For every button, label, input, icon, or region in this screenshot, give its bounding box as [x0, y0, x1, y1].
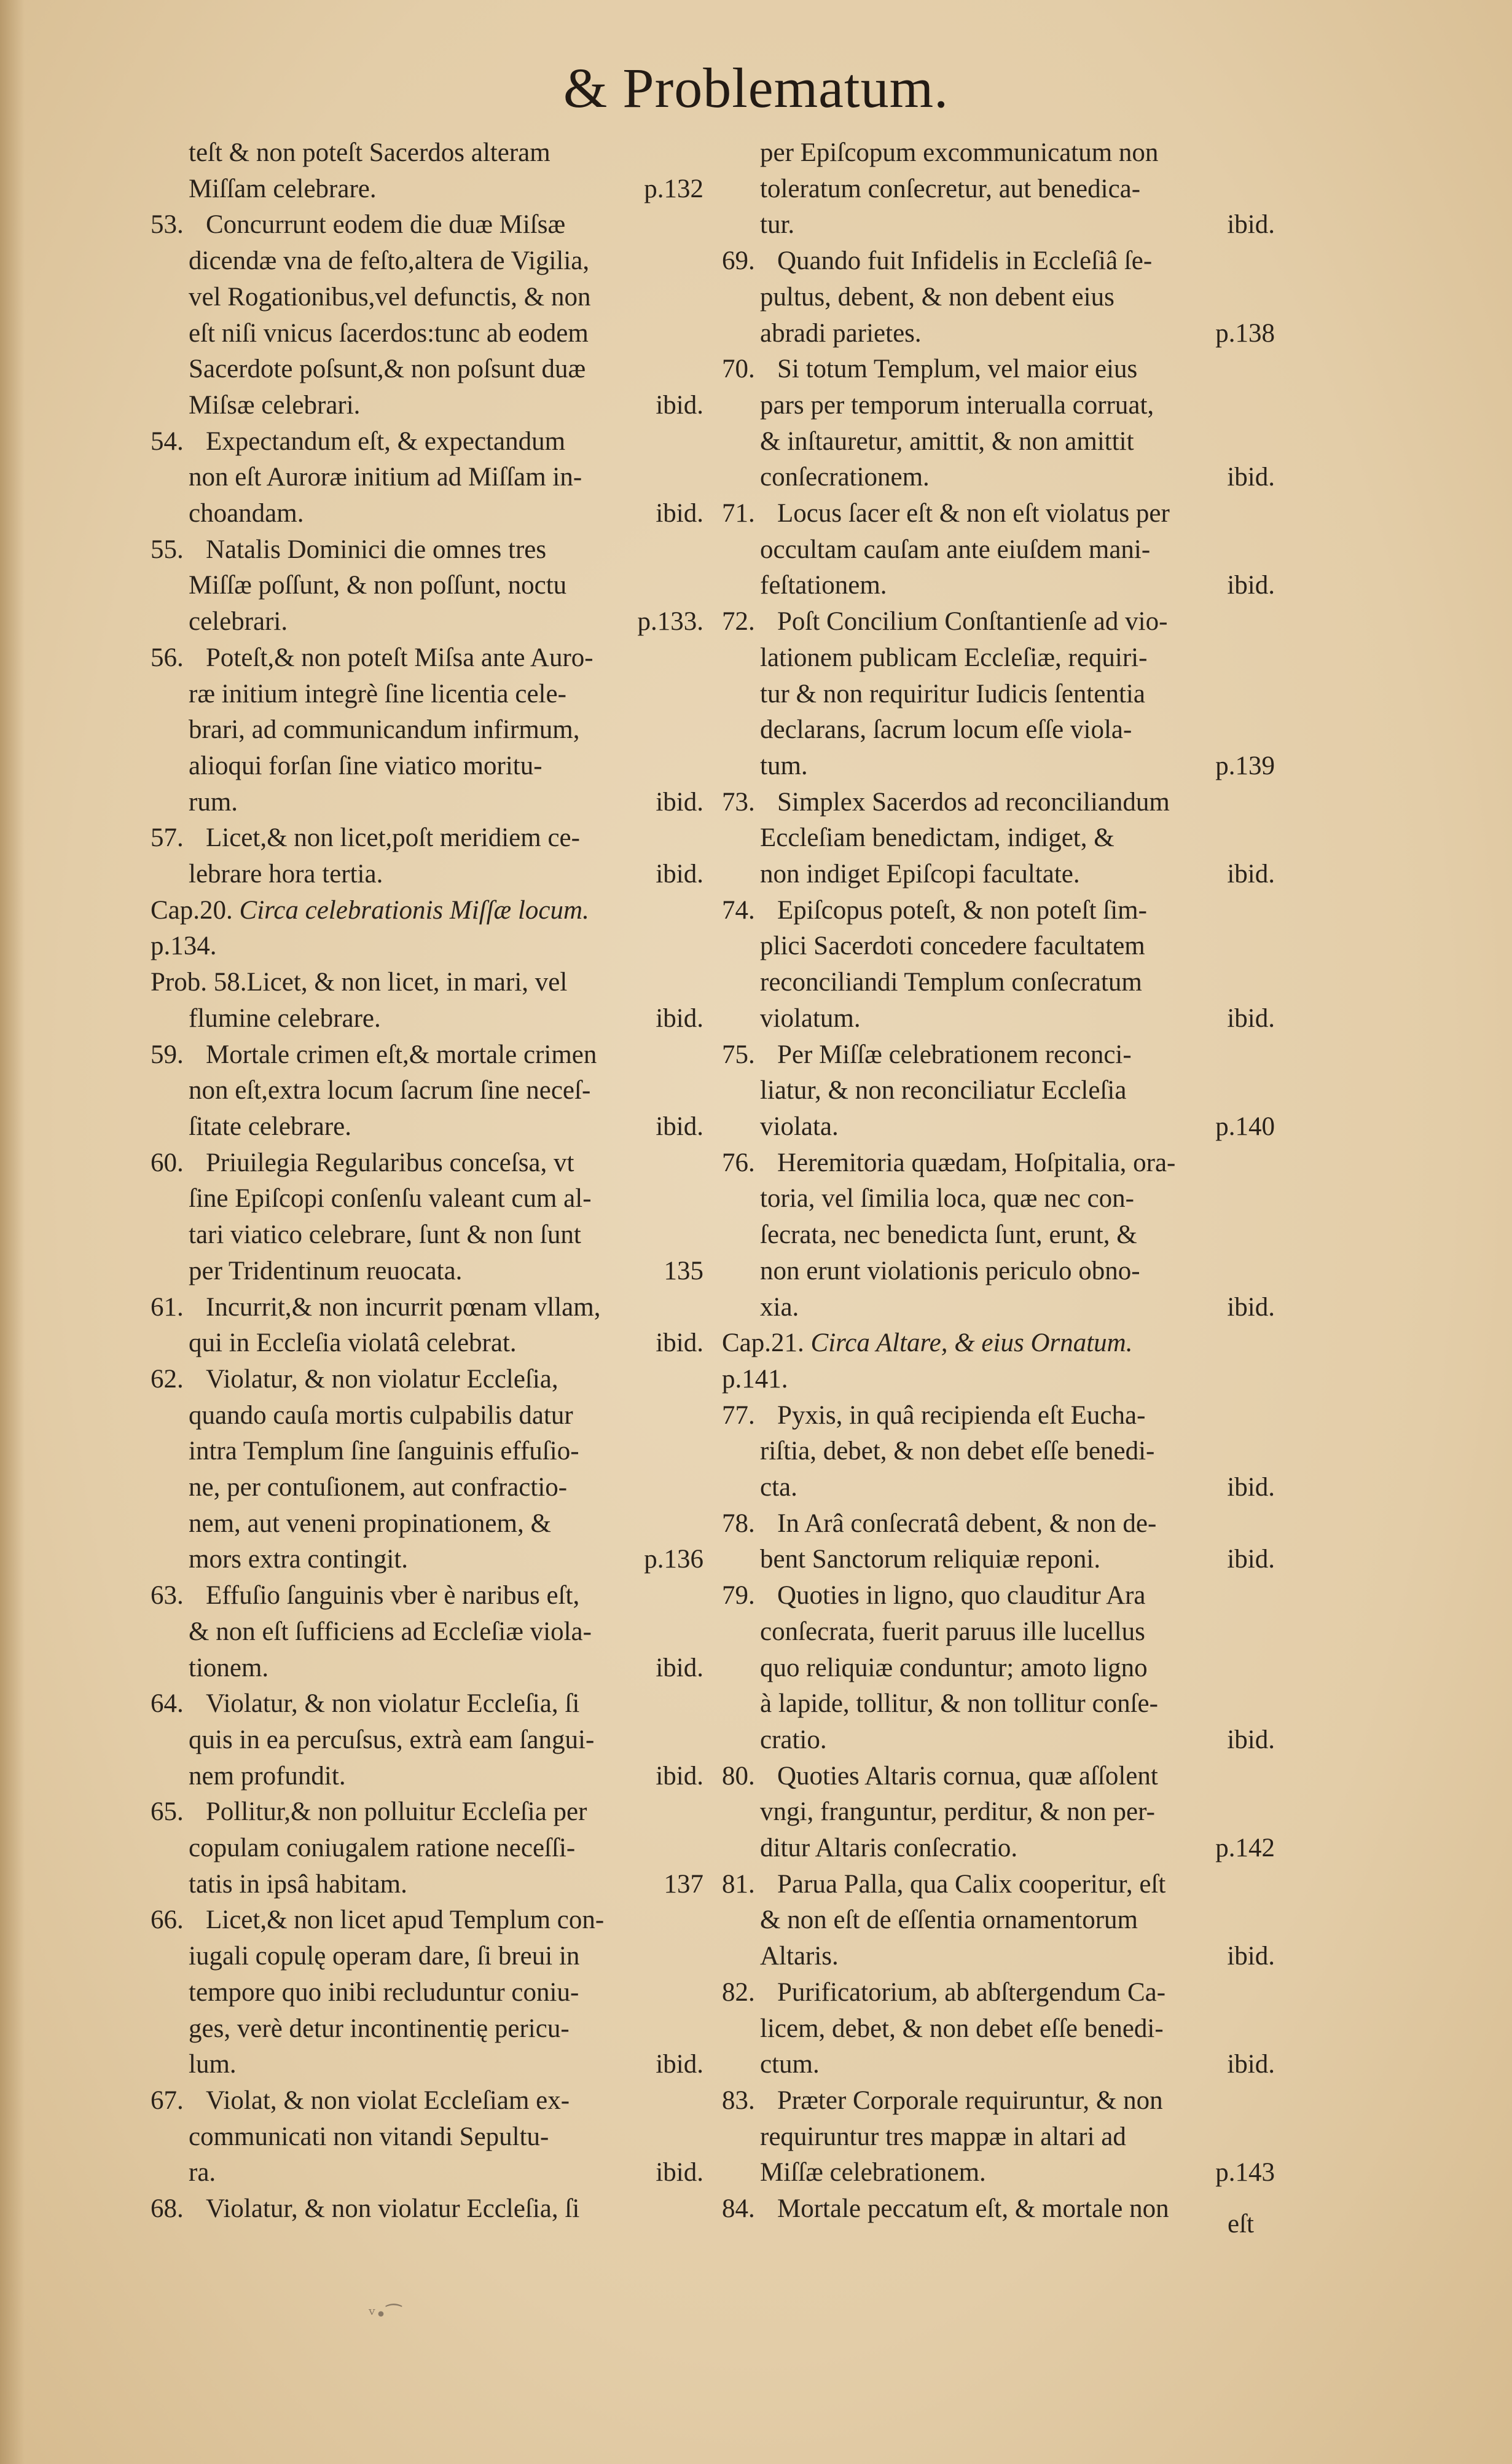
problem-number: 80.: [722, 1761, 755, 1791]
problem-number: 53.: [151, 210, 184, 240]
entry-text-line: licem, debet, & non debet eſſe benedi-: [760, 2014, 1164, 2043]
entry-text-line: toria, vel ſimilia loca, quæ nec con-: [760, 1184, 1134, 1214]
page-reference: ibid.: [1227, 571, 1275, 600]
problem-number: 59.: [151, 1040, 184, 1069]
problem-number: 79.: [722, 1581, 755, 1611]
entry-text-line: Priuilegia Regularibus conceſsa, vt: [206, 1148, 574, 1177]
page-reference: ibid.: [656, 787, 703, 817]
problem-number: 54.: [151, 426, 184, 456]
entry-text-line: Miſſam celebrare.: [189, 174, 377, 203]
entry-text-line: Violatur, & non violatur Eccleſia, ſi: [206, 2194, 580, 2224]
page-reference: ibid.: [1227, 1942, 1275, 1971]
problem-number: Prob. 58.: [151, 968, 247, 997]
entry-text-line: quis in ea percuſsus, extrà eam ſangui-: [189, 1725, 595, 1754]
entry-text-line: Violatur, & non violatur Eccleſia, ſi: [206, 1689, 580, 1719]
entry-text-line: lebrare hora tertia.: [189, 860, 383, 889]
entry-text-line: ges, verè detur incontinentię pericu-: [189, 2014, 570, 2043]
entry-text-line: & non eſt ſufficiens ad Eccleſiæ viola-: [189, 1617, 592, 1646]
page-reference: p.136: [644, 1545, 703, 1574]
page-reference: ibid.: [1227, 860, 1275, 889]
entry-text-line: mors extra contingit.: [189, 1545, 409, 1574]
entry-text-line: ctum.: [760, 2050, 820, 2079]
index-entry: [722, 2191, 1275, 2227]
page-reference: ibid.: [1227, 1473, 1275, 1502]
entry-text-line: occultam cauſam ante eiuſdem mani-: [760, 535, 1151, 564]
problem-number: 84.: [722, 2194, 755, 2224]
entry-text-line: requiruntur tres mappæ in altari ad: [760, 2122, 1126, 2151]
entry-text-line: Mortale crimen eſt,& mortale crimen: [206, 1040, 597, 1069]
entry-text-line: brari, ad communicandum infirmum,: [189, 715, 580, 745]
entry-text-line: Concurrunt eodem die duæ Miſsæ: [206, 210, 566, 240]
index-entry: [722, 243, 1275, 351]
entry-text-line: communicati non vitandi Sepultu-: [189, 2122, 549, 2151]
page-reference: ibid.: [1227, 463, 1275, 492]
entry-text-line: Natalis Dominici die omnes tres: [206, 535, 547, 564]
entry-text-line: Pyxis, in quâ recipienda eſt Eucha-: [777, 1400, 1146, 1430]
page-reference: ibid.: [656, 2158, 703, 2187]
entry-text-line: non eſt,extra locum ſacrum ſine neceſ-: [189, 1076, 591, 1105]
problem-number: 69.: [722, 246, 755, 276]
index-entry: [151, 965, 703, 1037]
entry-text-line: feſtationem.: [760, 571, 887, 600]
entry-text-line: conſecrata, fuerit paruus ille lucellus: [760, 1617, 1145, 1646]
page-reference: p.142: [1215, 1834, 1275, 1863]
entry-text-line: Licet,& non licet apud Templum con-: [206, 1905, 605, 1935]
page-reference: ibid.: [656, 860, 703, 889]
index-entry: [722, 1145, 1275, 1326]
page-reference: ibid.: [656, 1003, 703, 1033]
index-entry: [722, 1578, 1275, 1759]
problem-number: 63.: [151, 1581, 184, 1611]
entry-text-line: violata.: [760, 1112, 839, 1141]
entry-text-line: Simplex Sacerdos ad reconciliandum: [777, 787, 1170, 817]
entry-text-line: Quando fuit Infidelis in Eccleſiâ ſe-: [777, 246, 1153, 276]
chapter-topic: Circa Altare, & eius Ornatum.: [810, 1328, 1133, 1358]
entry-text-line: ne, per contuſionem, aut confractio-: [189, 1473, 568, 1502]
entry-text-line: ræ initium integrè ſine licentia cele-: [189, 679, 566, 708]
entry-text-line: non indiget Epiſcopi facultate.: [760, 860, 1080, 889]
index-entry: [722, 1398, 1275, 1506]
entry-text-line: tari viatico celebrare, ſunt & non ſunt: [189, 1220, 581, 1250]
entry-text-line: intra Templum ſine ſanguinis effuſio-: [189, 1437, 579, 1466]
entry-text-line: nem, aut veneni propinationem, &: [189, 1509, 551, 1538]
page-reference: ibid.: [656, 1653, 703, 1682]
entry-text-line: Poſt Concilium Conſtantienſe ad vio-: [777, 607, 1168, 637]
problem-number: 66.: [151, 1905, 184, 1935]
index-entry: [151, 1290, 703, 1362]
chapter-label: Cap.20.: [151, 895, 233, 925]
entry-text-line: ditur Altaris conſecratio.: [760, 1834, 1018, 1863]
index-entry: [722, 135, 1275, 243]
page-reference: ibid.: [1227, 1725, 1275, 1754]
ink-smudge: ᵛ•⁀: [369, 2304, 401, 2326]
index-entry: [151, 1578, 703, 1686]
page-reference: ibid.: [1227, 1292, 1275, 1322]
problem-number: 62.: [151, 1364, 184, 1394]
entry-text-line: à lapide, tollitur, & non tollitur conſe-: [760, 1689, 1158, 1719]
entry-text-line: Effuſio ſanguinis vber è naribus eſt,: [206, 1581, 580, 1611]
index-entry: [151, 1794, 703, 1902]
page-reference: p.133.: [637, 607, 703, 637]
entry-text-line: non erunt violationis periculo obno-: [760, 1256, 1140, 1285]
index-entry: [722, 2083, 1275, 2191]
entry-text-line: Altaris.: [760, 1942, 839, 1971]
entry-text-line: iugali copulę operam dare, ſi breui in: [189, 1942, 580, 1971]
index-entry: [722, 1759, 1275, 1867]
index-entry: [722, 785, 1275, 893]
index-entry: [722, 1037, 1275, 1145]
problem-number: 76.: [722, 1148, 755, 1177]
page-reference: p.139: [1215, 751, 1275, 780]
entry-text-line: Incurrit,& non incurrit pœnam vllam,: [206, 1292, 601, 1322]
problem-number: 70.: [722, 355, 755, 384]
page-reference: ibid.: [656, 1112, 703, 1141]
problem-number: 77.: [722, 1400, 755, 1430]
index-entry: [151, 640, 703, 821]
index-entry: [722, 893, 1275, 1037]
entry-text-line: lationem publicam Eccleſiæ, requiri-: [760, 643, 1148, 672]
index-entry: [722, 1506, 1275, 1578]
index-entry: [151, 135, 703, 207]
entry-text-line: & inſtauretur, amittit, & non amittit: [760, 426, 1134, 456]
right-column: [722, 135, 1275, 2227]
entry-text-line: vel Rogationibus,vel defunctis, & non: [189, 282, 591, 312]
page-reference: p.132: [644, 174, 703, 203]
entry-text-line: reconciliandi Templum conſecratum: [760, 968, 1142, 997]
entry-text-line: Purificatorium, ab abſtergendum Ca-: [777, 1977, 1166, 2007]
entry-text-line: Pollitur,& non polluitur Eccleſia per: [206, 1797, 587, 1827]
problem-number: 74.: [722, 895, 755, 925]
problem-number: 75.: [722, 1040, 755, 1069]
problem-number: 72.: [722, 607, 755, 637]
entry-text-line: Miſsæ celebrari.: [189, 390, 361, 420]
entry-text-line: declarans, ſacrum locum eſſe viola-: [760, 715, 1132, 745]
page-reference: ibid.: [656, 1328, 703, 1358]
entry-text-line: per Epiſcopum excommunicatum non: [760, 138, 1159, 167]
running-header: & Problematum.: [563, 57, 949, 119]
problem-number: 83.: [722, 2085, 755, 2115]
entry-text-line: Epiſcopus poteſt, & non poteſt ſim-: [777, 895, 1147, 925]
page-reference: ibid.: [656, 390, 703, 420]
chapter-page-ref: p.141.: [722, 1364, 788, 1394]
entry-text-line: copulam coniugalem ratione neceſſi-: [189, 1834, 576, 1863]
entry-text-line: qui in Eccleſia violatâ celebrat.: [189, 1328, 517, 1358]
problem-number: 73.: [722, 787, 755, 817]
entry-text-line: Mortale peccatum eſt, & mortale non: [777, 2194, 1169, 2224]
entry-text-line: lum.: [189, 2050, 237, 2079]
problem-number: 57.: [151, 823, 184, 853]
problem-number: 60.: [151, 1148, 184, 1177]
index-entry: [151, 1145, 703, 1290]
entry-text-line: Violat, & non violat Eccleſiam ex-: [206, 2085, 570, 2115]
problem-number: 64.: [151, 1689, 184, 1719]
index-entry: [151, 893, 703, 965]
entry-text-line: celebrari.: [189, 607, 288, 637]
entry-text-line: pars per temporum interualla corruat,: [760, 390, 1154, 420]
entry-text-line: Licet,& non licet,poſt meridiem ce-: [206, 823, 580, 853]
entry-text-line: Violatur, & non violatur Eccleſia,: [206, 1364, 558, 1394]
entry-text-line: per Tridentinum reuocata.: [189, 1256, 463, 1285]
entry-text-line: tur.: [760, 210, 795, 240]
index-entry: [151, 2083, 703, 2191]
entry-text-line: toleratum conſecretur, aut benedica-: [760, 174, 1141, 203]
entry-text-line: vngi, franguntur, perditur, & non per-: [760, 1797, 1155, 1827]
page-reference: ibid.: [656, 499, 703, 528]
entry-text-line: tempore quo inibi recluduntur coniu-: [189, 1977, 579, 2007]
index-entry: [722, 1867, 1275, 1975]
index-entry: [722, 496, 1275, 604]
entry-text-line: Sacerdote poſsunt,& non poſsunt duæ: [189, 355, 586, 384]
problem-number: 82.: [722, 1977, 755, 2007]
entry-text-line: Quoties Altaris cornua, quæ aſſolent: [777, 1761, 1158, 1791]
problem-number: 71.: [722, 499, 755, 528]
problem-number: 65.: [151, 1797, 184, 1827]
entry-text-line: ſecrata, nec benedicta ſunt, erunt, &: [760, 1220, 1137, 1250]
problem-number: 68.: [151, 2194, 184, 2224]
problem-number: 61.: [151, 1292, 184, 1322]
page-reference: 137: [664, 1869, 703, 1899]
page-reference: ibid.: [1227, 2050, 1275, 2079]
entry-text-line: violatum.: [760, 1003, 861, 1033]
index-entry: [151, 2191, 703, 2227]
index-entry: [151, 207, 703, 423]
index-entry: [722, 1325, 1275, 1397]
problem-number: 55.: [151, 535, 184, 564]
index-entry: [722, 351, 1275, 496]
entry-text-line: conſecrationem.: [760, 463, 930, 492]
index-entry: [151, 1362, 703, 1578]
entry-text-line: quando cauſa mortis culpabilis datur: [189, 1400, 573, 1430]
entry-text-line: eſt niſi vnicus ſacerdos:tunc ab eodem: [189, 318, 589, 348]
entry-text-line: cta.: [760, 1473, 797, 1502]
entry-text-line: Poteſt,& non poteſt Miſsa ante Auro-: [206, 643, 593, 672]
entry-text-line: choandam.: [189, 499, 304, 528]
entry-text-line: Eccleſiam benedictam, indiget, &: [760, 823, 1114, 853]
index-entry: [722, 604, 1275, 785]
entry-text-line: ſitate celebrare.: [189, 1112, 351, 1141]
entry-text-line: bent Sanctorum reliquiæ reponi.: [760, 1545, 1101, 1574]
entry-text-line: rum.: [189, 787, 238, 817]
page-reference: 135: [664, 1256, 703, 1285]
entry-text-line: Per Miſſæ celebrationem reconci-: [777, 1040, 1132, 1069]
index-entry: [722, 1975, 1275, 2083]
entry-text-line: quo reliquiæ conduntur; amoto ligno: [760, 1653, 1148, 1682]
page-reference: p.143: [1215, 2158, 1275, 2187]
index-entry: [151, 1686, 703, 1794]
entry-text-line: xia.: [760, 1292, 799, 1322]
entry-text-line: teſt & non poteſt Sacerdos alteram: [189, 138, 550, 167]
entry-text-line: tum.: [760, 751, 808, 780]
entry-text-line: Heremitoria quædam, Hoſpitalia, ora-: [777, 1148, 1176, 1177]
entry-text-line: abradi parietes.: [760, 318, 922, 348]
entry-text-line: liatur, & non reconciliatur Eccleſia: [760, 1076, 1127, 1105]
page-reference: ibid.: [1227, 1545, 1275, 1574]
entry-text-line: Miſſæ poſſunt, & non poſſunt, noctu: [189, 571, 567, 600]
page-reference: ibid.: [1227, 1003, 1275, 1033]
entry-text-line: tur & non requiritur Iudicis ſententia: [760, 679, 1145, 708]
entry-text-line: Præter Corporale requiruntur, & non: [777, 2085, 1163, 2115]
index-entry: [151, 424, 703, 532]
chapter-page-ref: p.134.: [151, 932, 217, 961]
page-reference: p.138: [1215, 318, 1275, 348]
entry-text-line: dicendæ vna de feſto,altera de Vigilia,: [189, 246, 590, 276]
entry-text-line: plici Sacerdoti concedere facultatem: [760, 932, 1145, 961]
page-reference: ibid.: [656, 2050, 703, 2079]
problem-number: 81.: [722, 1869, 755, 1899]
entry-text-line: pultus, debent, & non debent eius: [760, 282, 1114, 312]
entry-text-line: flumine celebrare.: [189, 1003, 381, 1033]
left-column: [151, 135, 703, 2227]
problem-number: 56.: [151, 643, 184, 672]
entry-text-line: Expectandum eſt, & expectandum: [206, 426, 566, 456]
entry-text-line: In Arâ conſecratâ debent, & non de-: [777, 1509, 1157, 1538]
entry-text-line: Si totum Templum, vel maior eius: [777, 355, 1138, 384]
index-entry: [151, 820, 703, 892]
entry-text-line: ſine Epiſcopi conſenſu valeant cum al-: [189, 1184, 592, 1214]
chapter-label: Cap.21.: [722, 1328, 804, 1358]
page-gutter-shadow: [0, 0, 25, 2464]
page-reference: p.140: [1215, 1112, 1275, 1141]
page-reference: ibid.: [1227, 210, 1275, 240]
entry-text-line: Licet, & non licet, in mari, vel: [246, 968, 568, 997]
entry-text-line: nem profundit.: [189, 1761, 346, 1791]
entry-text-line: Locus ſacer eſt & non eſt violatus per: [777, 499, 1170, 528]
problem-number: 78.: [722, 1509, 755, 1538]
entry-text-line: cratio.: [760, 1725, 827, 1754]
entry-text-line: Quoties in ligno, quo clauditur Ara: [777, 1581, 1146, 1611]
page-reference: ibid.: [656, 1761, 703, 1791]
index-entry: [151, 1037, 703, 1145]
entry-text-line: Miſſæ celebrationem.: [760, 2158, 986, 2187]
entry-text-line: & non eſt de eſſentia ornamentorum: [760, 1905, 1138, 1935]
entry-text-line: ra.: [189, 2158, 216, 2187]
entry-text-line: alioqui forſan ſine viatico moritu-: [189, 751, 543, 780]
entry-text-line: non eſt Auroræ initium ad Miſſam in-: [189, 463, 582, 492]
entry-text-line: tatis in ipsâ habitam.: [189, 1869, 407, 1899]
index-entry: [151, 1902, 703, 2083]
catchword: eſt: [1228, 2210, 1254, 2238]
entry-text-line: Parua Palla, qua Calix cooperitur, eſt: [777, 1869, 1166, 1899]
entry-text-line: riſtia, debet, & non debet eſſe benedi-: [760, 1437, 1155, 1466]
problem-number: 67.: [151, 2085, 184, 2115]
index-entry: [151, 532, 703, 640]
chapter-topic: Circa celebrationis Miſſæ locum.: [239, 895, 589, 925]
entry-text-line: tionem.: [189, 1653, 269, 1682]
